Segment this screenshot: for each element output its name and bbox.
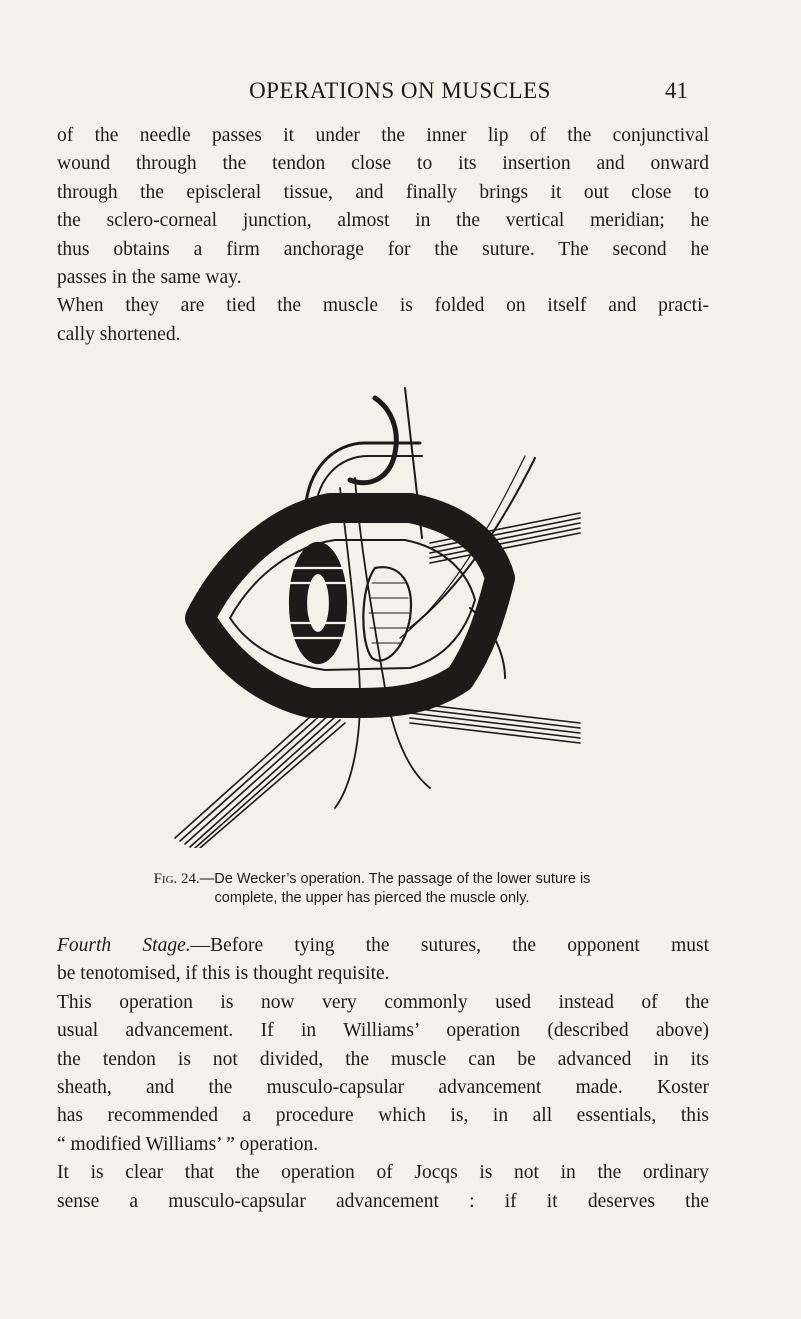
text-line: the sclero-corneal junction, almost in the vertical meridian; he [57, 210, 709, 232]
text-line: has recommended a procedure which is, in all essentials, this [57, 1105, 709, 1127]
body-text-bottom [57, 932, 709, 1216]
text-line: sheath, and the musculo-capsular advancement made. Koster [57, 1077, 709, 1099]
running-head [0, 78, 801, 114]
text-line: of the needle passes it under the inner lip of the conjunctival [57, 125, 709, 146]
caption-text: complete, the upper has pierced the muscle only. [214, 890, 530, 906]
figure-illustration [160, 368, 600, 848]
text-segment: —Before tying the sutures, the opponent must [190, 935, 709, 956]
text-line: passes in the same way. [57, 267, 242, 289]
text-line [57, 932, 709, 960]
page-number: 41 [665, 78, 688, 103]
text-line: the tendon is not divided, the muscle can be advanced in its [57, 1048, 709, 1070]
text-line: thus obtains a firm anchorage for the suture. The second he [57, 238, 709, 260]
body-text-top [57, 122, 709, 349]
text-line: This operation is now very commonly used instead of the [57, 991, 709, 1013]
text-line: When they are tied the muscle is folded on itself and practi- [57, 295, 709, 317]
section-heading: Fourth Stage. [57, 935, 191, 956]
text-line: sense a musculo-capsular advancement : if it deserves the [57, 1190, 709, 1212]
caption-text: —De Wecker’s operation. The passage of the lower suture is [199, 871, 591, 887]
text-line: usual advancement. If in Williams’ operation (described above) [57, 1020, 709, 1042]
text-line: be tenotomised, if this is thought requisite. [57, 963, 390, 985]
running-title: OPERATIONS ON MUSCLES [249, 78, 551, 103]
text-line: wound through the tendon close to its insertion and onward [57, 153, 709, 175]
text-line: It is clear that the operation of Jocqs is not in the ordinary [57, 1162, 709, 1184]
figure-caption [82, 870, 662, 908]
figure-label: Fig. 24. [153, 871, 200, 887]
text-line: cally shortened. [57, 323, 181, 345]
text-line: “ modified Williams’ ” operation. [57, 1133, 319, 1155]
text-line: through the episcleral tissue, and finally brings it out close to [57, 181, 709, 203]
